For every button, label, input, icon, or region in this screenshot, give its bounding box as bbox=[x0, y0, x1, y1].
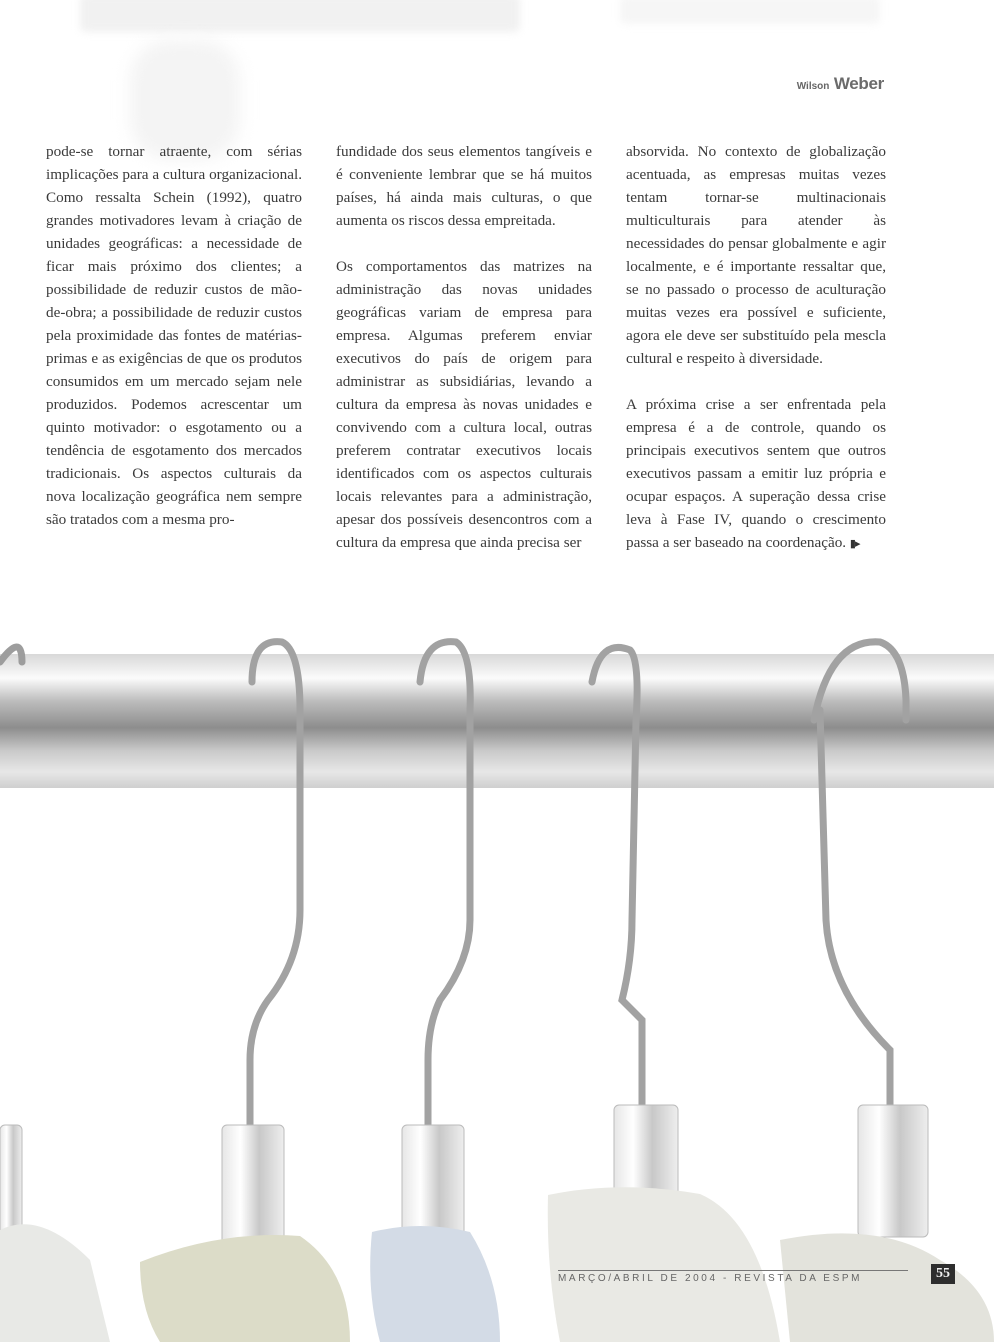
hangers-photo bbox=[0, 620, 994, 1342]
running-header-author bbox=[797, 74, 884, 94]
text-column-1 bbox=[46, 140, 302, 554]
author-first-name: Wilson bbox=[796, 81, 830, 92]
garment-1 bbox=[0, 1224, 110, 1342]
garment-3 bbox=[370, 1226, 500, 1342]
page-footer: MARÇO/ABRIL DE 2004 - REVISTA DA ESPM bbox=[558, 1270, 908, 1284]
faded-title-remnant bbox=[80, 0, 520, 32]
garment-5 bbox=[780, 1233, 994, 1342]
column-3-paragraph-1: absorvida. No contexto de globalização acentuada, as empresas muitas vezes tentam tornar-se multinacionais multiculturais para atender às necessidades do pensar globalmente e agir localmente, e é importante ressaltar que, se no passado o processo de aculturação muitas vezes era possível e suficiente, agora ele deve ser substituído pela mescla cultural e respeito à diversidade. bbox=[626, 143, 886, 367]
column-3-paragraph-2-text: A próxima crise a ser enfrentada pela empresa é a de controle, quando os principais executivos sentem que outros executivos passam a emitir luz própria e ocupar espaços. A superação dessa crise leva à Fase IV, quando o crescimento passa a ser baseado na coordenação. bbox=[626, 396, 886, 551]
page-number: 55 bbox=[931, 1264, 955, 1284]
column-1-paragraph-1: pode-se tornar atraente, com sérias implicações para a cultura organizacional. Como ressalta Schein (1992), quatro grandes motivadores levam à criação de unidades geográficas: a necessidade de ficar mais próximo dos clientes; a possibilidade de reduzir custos de mão-de-obra; a possibilidade de reduzir custos pela proximidade das fontes de matérias-primas e as exigências de que os produtos consumidos em um mercado sejam nele produzidos. Podemos acrescentar um quinto motivador: o esgotamento ou a tendência de esgotamento dos mercados tradicionais. Os aspectos culturais da nova localização geográfica nem sempre são tratados com a mesma pro- bbox=[46, 143, 302, 528]
end-of-article-mark-icon: ▮▸ bbox=[849, 538, 860, 550]
column-3-paragraph-2 bbox=[626, 393, 886, 556]
faded-title-remnant-right bbox=[620, 0, 880, 24]
garment-2 bbox=[140, 1235, 350, 1342]
author-last-name: Weber bbox=[833, 74, 884, 93]
text-column-2 bbox=[336, 140, 592, 577]
column-2-paragraph-1: fundidade dos seus elementos tangíveis e é conveniente lembrar que se há muitos países, há ainda mais culturas, o que aumenta os riscos dessa empreitada. bbox=[336, 143, 592, 229]
clothes-rail bbox=[0, 654, 994, 788]
garment-4 bbox=[548, 1187, 780, 1342]
column-2-paragraph-2: Os comportamentos das matrizes na administração das novas unidades geográficas variam de empresa para empresa. Algumas preferem enviar executivos do país de origem para administrar as subsidiárias, levando a cultura da empresa às novas unidades e convivendo com a cultura local, outras preferem contratar executivos locais identificados com os aspectos culturais locais relevantes para a administração, apesar dos possíveis desencontros com a cultura da empresa que ainda precisa ser bbox=[336, 258, 592, 551]
text-column-3 bbox=[626, 140, 886, 579]
